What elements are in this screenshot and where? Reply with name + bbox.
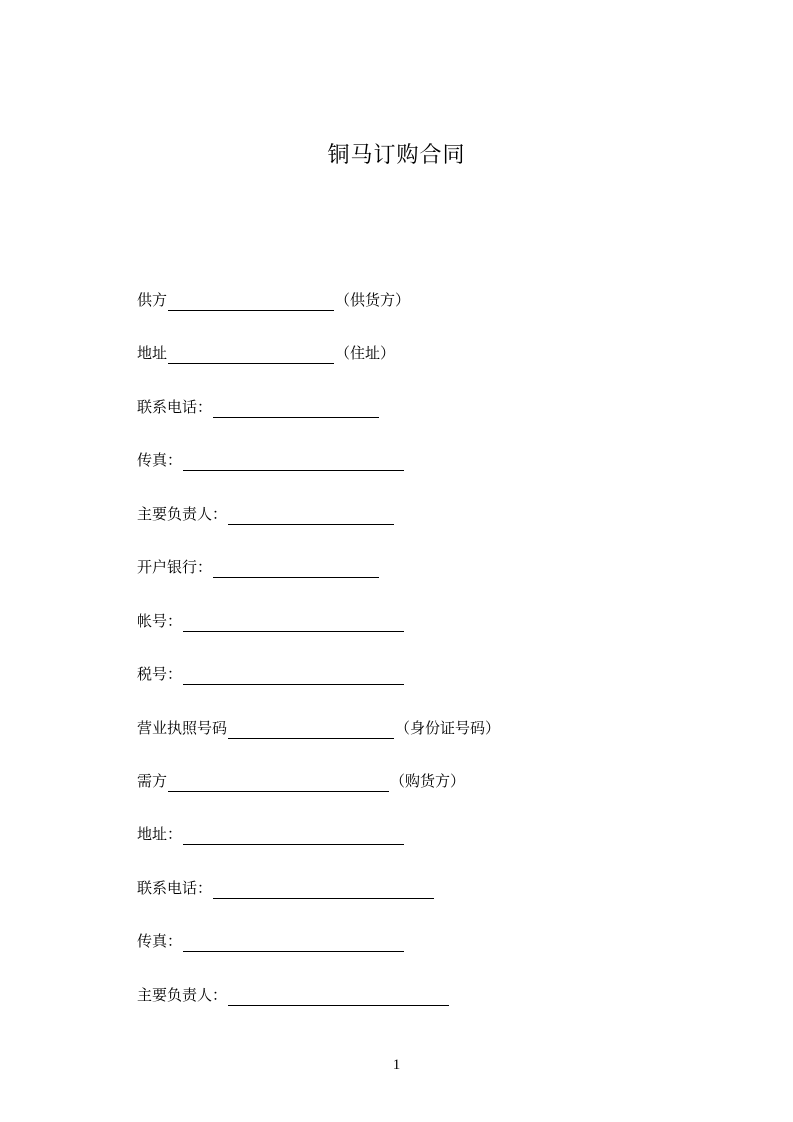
fill-in-blank[interactable] bbox=[228, 989, 449, 1006]
field-buyer-fax bbox=[137, 930, 405, 952]
document-title: 铜马订购合同 bbox=[327, 143, 466, 168]
fill-in-blank[interactable] bbox=[168, 347, 334, 364]
field-label: 主要负责人： bbox=[137, 986, 228, 1004]
field-supplier-tax-number bbox=[137, 663, 405, 685]
field-label: 地址： bbox=[137, 825, 183, 843]
field-supplier-principal bbox=[137, 503, 395, 525]
field-supplier-account bbox=[137, 610, 405, 632]
field-label: 地址 bbox=[137, 344, 168, 362]
fill-in-blank[interactable] bbox=[168, 775, 389, 792]
field-suffix: （身份证号码） bbox=[395, 719, 501, 737]
fill-in-blank[interactable] bbox=[183, 668, 404, 685]
field-buyer-principal bbox=[137, 984, 450, 1006]
field-label: 主要负责人： bbox=[137, 505, 228, 523]
field-label: 需方 bbox=[137, 772, 168, 790]
fill-in-blank[interactable] bbox=[168, 294, 334, 311]
field-label: 开户银行： bbox=[137, 558, 213, 576]
fill-in-blank[interactable] bbox=[228, 508, 394, 525]
field-buyer bbox=[137, 770, 465, 792]
field-buyer-phone bbox=[137, 877, 435, 899]
field-supplier-fax bbox=[137, 449, 405, 471]
fill-in-blank[interactable] bbox=[183, 935, 404, 952]
field-label: 供方 bbox=[137, 291, 168, 309]
fill-in-blank[interactable] bbox=[183, 454, 404, 471]
field-suffix: （住址） bbox=[335, 344, 396, 362]
field-buyer-address bbox=[137, 823, 405, 845]
fill-in-blank[interactable] bbox=[213, 561, 379, 578]
field-label: 联系电话： bbox=[137, 879, 213, 897]
field-supplier-bank bbox=[137, 556, 380, 578]
page-number: 1 bbox=[392, 1057, 401, 1073]
field-label: 帐号： bbox=[137, 612, 183, 630]
fill-in-blank[interactable] bbox=[183, 615, 404, 632]
field-label: 传真： bbox=[137, 451, 183, 469]
field-supplier-phone bbox=[137, 396, 380, 418]
field-suffix: （购货方） bbox=[390, 772, 466, 790]
field-label: 联系电话： bbox=[137, 398, 213, 416]
field-label: 传真： bbox=[137, 932, 183, 950]
fill-in-blank[interactable] bbox=[228, 722, 394, 739]
field-label: 营业执照号码 bbox=[137, 719, 228, 737]
field-supplier-address bbox=[137, 342, 395, 364]
field-supplier bbox=[137, 289, 410, 311]
field-label: 税号： bbox=[137, 665, 183, 683]
fill-in-blank[interactable] bbox=[213, 882, 434, 899]
field-suffix: （供货方） bbox=[335, 291, 411, 309]
field-business-license bbox=[137, 717, 500, 739]
fill-in-blank[interactable] bbox=[183, 828, 404, 845]
fill-in-blank[interactable] bbox=[213, 401, 379, 418]
